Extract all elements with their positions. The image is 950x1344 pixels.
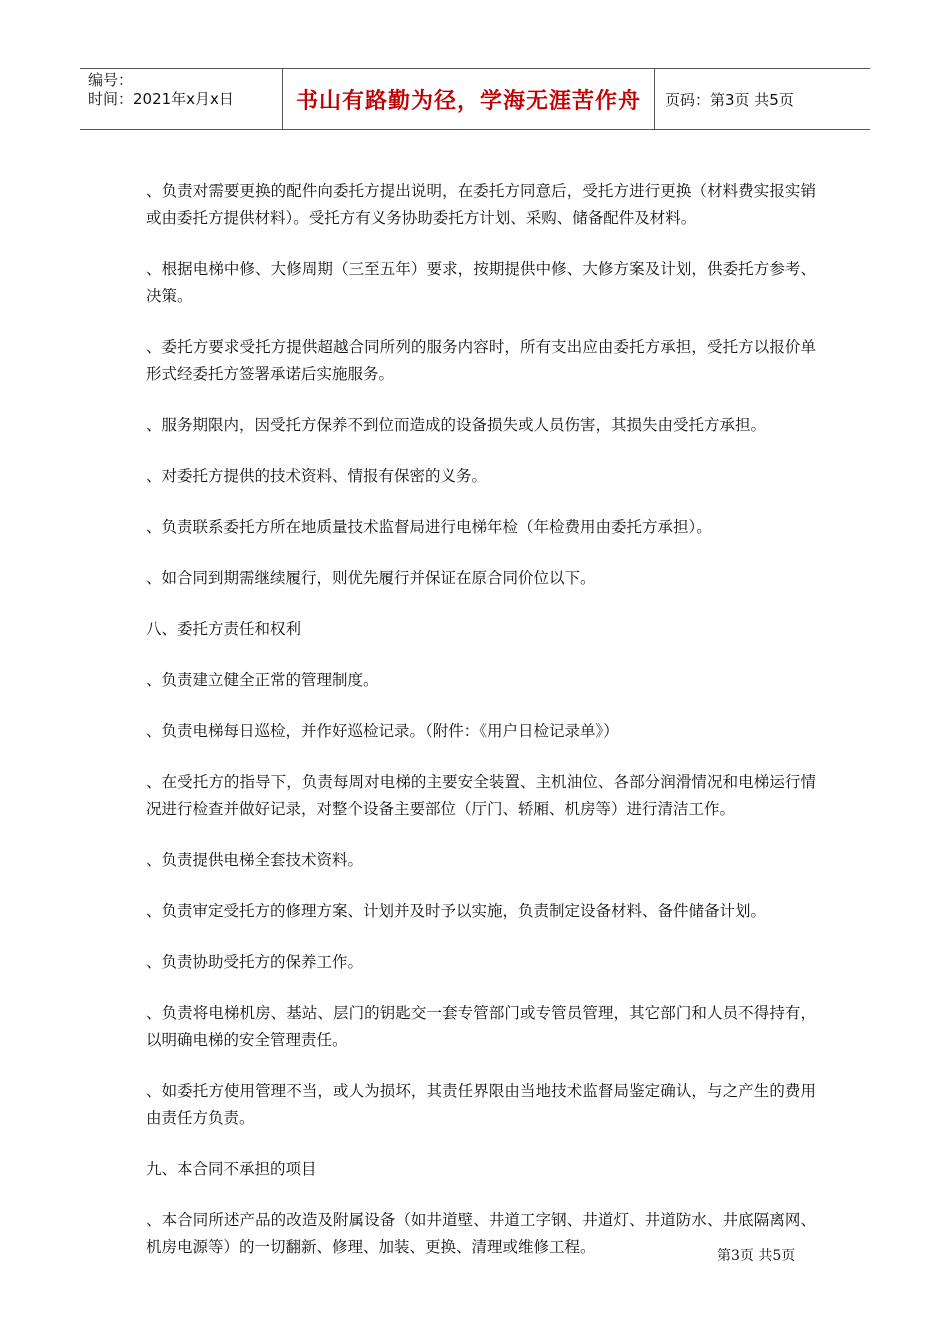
paragraph: 、委托方要求受托方提供超越合同所列的服务内容时，所有支出应由委托方承担，受托方以报价单形式经委托方签署承诺后实施服务。	[146, 338, 816, 383]
paragraph: 、服务期限内，因受托方保养不到位而造成的设备损失或人员伤害，其损失由受托方承担。	[146, 416, 767, 434]
header-motto: 书山有路勤为径，学海无涯苦作舟	[282, 69, 655, 129]
paragraph: 、负责建立健全正常的管理制度。	[146, 671, 379, 689]
header-page-number: 页码：第3页 共5页	[665, 90, 794, 109]
paragraph: 、对委托方提供的技术资料、情报有保密的义务。	[146, 467, 488, 485]
paragraph: 、负责电梯每日巡检，并作好巡检记录。（附件：《用户日检记录单》）	[146, 722, 619, 740]
document-time-label: 时间：2021年x月x日	[88, 90, 234, 108]
paragraph: 、如委托方使用管理不当，或人为损坏，其责任界限由当地技术监督局鉴定确认，与之产生的费用由责任方负责。	[146, 1082, 816, 1127]
paragraph: 、负责联系委托方所在地质量技术监督局进行电梯年检（年检费用由委托方承担）。	[146, 518, 712, 536]
paragraph: 、负责协助受托方的保养工作。	[146, 953, 364, 971]
paragraph: 、如合同到期需继续履行，则优先履行并保证在原合同价位以下。	[146, 569, 596, 587]
paragraph: 、本合同所述产品的改造及附属设备（如井道壁、井道工字钢、井道灯、井道防水、井底隔离网、机房电源等）的一切翻新、修理、加装、更换、清理或维修工程。	[146, 1211, 816, 1256]
paragraph: 、在受托方的指导下，负责每周对电梯的主要安全装置、主机油位、各部分润滑情况和电梯运行情况进行检查并做好记录，对整个设备主要部位（厅门、轿厢、机房等）进行清洁工作。	[146, 773, 816, 818]
paragraph: 、负责提供电梯全套技术资料。	[146, 851, 364, 869]
section-heading: 九、本合同不承担的项目	[146, 1160, 317, 1178]
paragraph: 、负责将电梯机房、基站、层门的钥匙交一套专管部门或专管员管理，其它部门和人员不得持有，以明确电梯的安全管理责任。	[146, 1004, 816, 1049]
header-meta	[80, 69, 282, 129]
paragraph: 、负责对需要更换的配件向委托方提出说明，在委托方同意后，受托方进行更换（材料费实报实销或由委托方提供材料）。受托方有义务协助委托方计划、采购、储备配件及材料。	[146, 182, 816, 227]
page-header	[80, 68, 870, 130]
page-footer: 第3页 共5页	[717, 1248, 796, 1264]
document-body	[146, 178, 816, 1285]
section-heading: 八、委托方责任和权利	[146, 620, 302, 638]
paragraph: 、根据电梯中修、大修周期（三至五年）要求，按期提供中修、大修方案及计划，供委托方参考、决策。	[146, 260, 816, 305]
document-number-label: 编号：	[88, 71, 134, 89]
paragraph: 、负责审定受托方的修理方案、计划并及时予以实施，负责制定设备材料、备件储备计划。	[146, 902, 767, 920]
